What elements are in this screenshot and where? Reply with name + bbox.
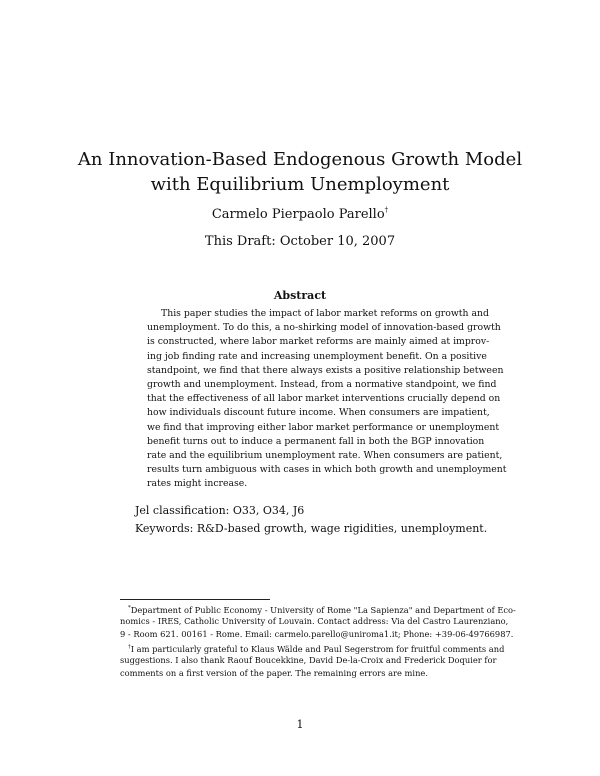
footnote-line: 9 - Room 621. 00161 - Rome. Email: carmelo.parello@uniroma1.it; Phone: +39-06-49766987. [120, 629, 514, 640]
abstract-line: This paper studies the impact of labor market reforms on growth and [161, 308, 489, 319]
footnote-line: suggestions. I also thank Raouf Boucekkine, David De-la-Croix and Frederick Doquier for [120, 655, 497, 666]
title-line-1: An Innovation-Based Endogenous Growth Model [77, 149, 523, 170]
author-footnote-mark: † [384, 206, 389, 214]
abstract-body [147, 307, 507, 491]
abstract-line: how individuals discount future income. When consumers are impatient, [147, 407, 490, 419]
abstract-line: standpoint, we find that there always exists a positive relationship between [147, 364, 504, 376]
footnote-text: I am particularly grateful to Klaus Wälde and Paul Segerstrom for fruitful comments and [130, 644, 505, 654]
abstract-line: unemployment. To do this, a no-shirking model of innovation-based growth [147, 322, 501, 334]
abstract-line: growth and unemployment. Instead, from a normative standpoint, we find [147, 378, 497, 390]
footnote-text: Department of Public Economy - University of Rome "La Sapienza" and Department of Eco- [130, 605, 516, 615]
paper-title [60, 147, 540, 197]
footnote-affiliation [120, 602, 516, 642]
footnote-mark: * [128, 605, 131, 611]
abstract-line: that the effectiveness of all labor market interventions crucially depend on [147, 393, 501, 405]
abstract-line: we find that improving either labor market performance or unemployment [147, 421, 500, 433]
footnote-acknowledgements [120, 641, 505, 681]
abstract-line: rates might increase. [147, 478, 248, 490]
jel-classification: Jel classification: O33, O34, J6 [135, 504, 305, 517]
page-number: 1 [296, 718, 304, 731]
abstract-line: benefit turns out to induce a permanent fall in both the BGP innovation [147, 435, 485, 447]
footnote-mark: † [128, 644, 131, 650]
abstract-line: is constructed, where labor market reforms are mainly aimed at improv- [147, 336, 490, 348]
author-name: Carmelo Pierpaolo Parello [211, 207, 385, 222]
footnote-line: comments on a first version of the paper. The remaining errors are mine. [120, 668, 428, 679]
footnote-line: nomics - IRES, Catholic University of Louvain. Contact address: Via del Castro Laurenziano, [120, 616, 509, 627]
title-line-2: with Equilibrium Unemployment [150, 174, 450, 195]
draft-date: This Draft: October 10, 2007 [204, 234, 396, 249]
keywords: Keywords: R&D-based growth, wage rigidities, unemployment. [135, 522, 488, 535]
abstract-heading: Abstract [273, 289, 327, 302]
footnote-line [120, 602, 516, 615]
abstract-line: results turn ambiguous with cases in which both growth and unemployment [147, 464, 507, 476]
abstract-line: rate and the equilibrium unemployment rate. When consumers are patient, [147, 449, 503, 461]
abstract-line: ing job finding rate and increasing unemployment benefit. On a positive [147, 350, 487, 362]
footnote-line [120, 641, 505, 654]
footnote-rule [120, 599, 270, 600]
author [0, 206, 600, 222]
